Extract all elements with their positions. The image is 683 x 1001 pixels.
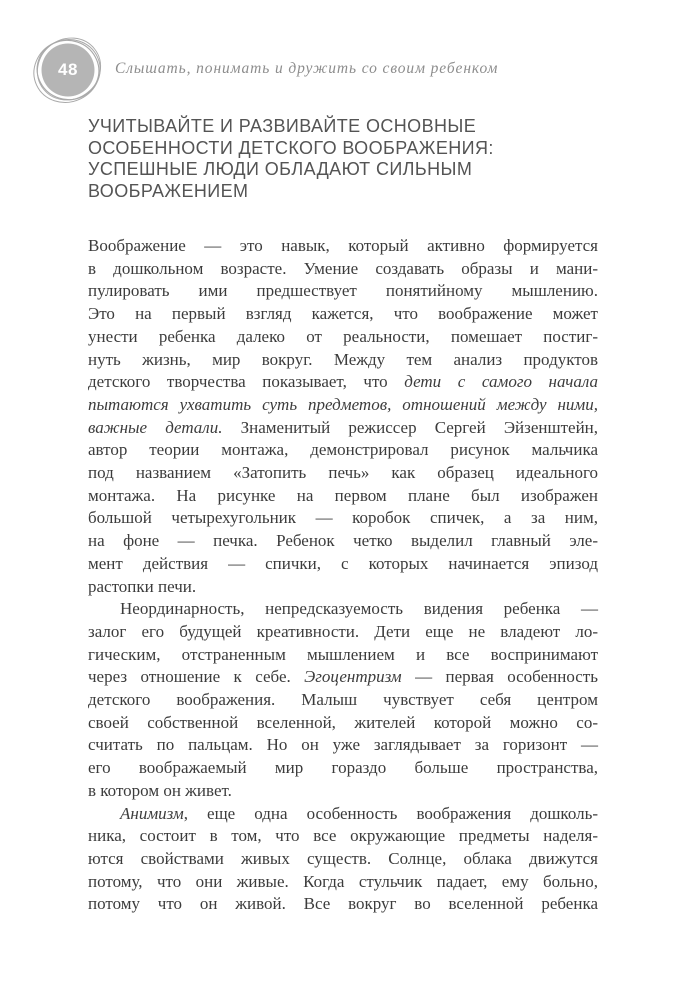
text-line [88, 780, 598, 803]
text-segment: ника, состоит в том, что все окружающие предметы наделя- [88, 826, 598, 846]
page-number: 48 [58, 60, 78, 79]
text-line [88, 621, 598, 644]
running-title: Слышать, понимать и дружить со своим ребенком [115, 60, 499, 77]
text-segment: Это на первый взгляд кажется, что воображение может [88, 304, 598, 324]
text-segment: залог его будущей креативности. Дети еще не владеют ло- [88, 621, 598, 641]
text-segment: пулировать ими предшествует понятийному мышлению. [88, 281, 598, 301]
text-line [88, 303, 598, 326]
text-line [88, 417, 598, 440]
text-line [88, 553, 598, 576]
text-segment: своей собственной вселенной, жителей которой можно со- [88, 712, 598, 732]
text-segment: потому что он живой. Все вокруг во вселенной ребенка [88, 894, 598, 914]
text-line [88, 394, 598, 417]
paragraph [88, 803, 598, 917]
text-segment: большой четырехугольник — коробок спичек, а за ним, [88, 508, 598, 528]
text-line [88, 871, 598, 894]
heading-line: ВООБРАЖЕНИЕМ [88, 180, 249, 201]
text-segment: детского творчества показывает, что [88, 372, 405, 392]
text-segment: Воображение — это навык, который активно формируется [88, 236, 598, 255]
text-line [88, 258, 598, 281]
text-segment: Знаменитый режиссер Сергей Эйзенштейн, [222, 417, 599, 437]
page-number-badge [28, 30, 108, 110]
text-line [88, 326, 598, 349]
text-segment: — первая особенность [401, 667, 598, 687]
paragraph [88, 598, 598, 802]
heading-line: УЧИТЫВАЙТЕ И РАЗВИВАЙТЕ ОСНОВНЫЕ [88, 116, 477, 136]
text-line [88, 712, 598, 735]
text-line [88, 485, 598, 508]
italic-segment: Анимизм [120, 803, 184, 823]
text-segment: мент действия — спички, с которых начинается эпизод [88, 553, 598, 573]
text-segment: нуть жизнь, мир вокруг. Между тем анализ продуктов [88, 349, 598, 369]
section-heading [88, 116, 613, 202]
text-segment: монтажа. На рисунке на первом плане был изображен [88, 485, 598, 505]
heading-line: ОСОБЕННОСТИ ДЕТСКОГО ВООБРАЖЕНИЯ: [88, 137, 494, 158]
text-segment: его воображаемый мир гораздо больше пространства, [88, 758, 598, 778]
text-segment: растопки печи. [88, 576, 197, 596]
text-segment: потому, что они живые. Когда стульчик падает, ему больно, [88, 871, 598, 891]
text-line [88, 825, 598, 848]
text-line [88, 371, 598, 394]
text-line [88, 507, 598, 530]
italic-segment: Эгоцентризм [304, 667, 402, 687]
paragraph [88, 235, 598, 598]
text-segment: унести ребенка далеко от реальности, помешает постиг- [88, 326, 598, 346]
heading-line: УСПЕШНЫЕ ЛЮДИ ОБЛАДАЮТ СИЛЬНЫМ [88, 159, 473, 179]
text-line [88, 803, 598, 826]
text-line [88, 893, 598, 916]
text-segment: детского воображения. Малыш чувствует себя центром [88, 690, 598, 710]
text-line [88, 598, 598, 621]
body-text [88, 235, 598, 916]
text-segment: ются свойствами живых существ. Солнце, облака движутся [88, 848, 598, 868]
text-segment: автор теории монтажа, демонстрировал рисунок мальчика [88, 440, 598, 460]
text-segment: в дошкольном возрасте. Умение создавать образы и мани- [88, 258, 598, 278]
italic-segment: пытаются ухватить суть предметов, отношений между ними, [88, 394, 598, 414]
text-line [88, 462, 598, 485]
text-segment: в котором он живет. [88, 780, 232, 800]
italic-segment: дети с самого начала [404, 372, 598, 392]
text-line [88, 439, 598, 462]
text-line [88, 666, 598, 689]
text-segment: через отношение к себе. [88, 667, 305, 687]
text-line [88, 280, 598, 303]
text-line [88, 848, 598, 871]
text-segment: Неординарность, непредсказуемость видения ребенка — [120, 599, 598, 619]
text-line [88, 734, 598, 757]
text-line [88, 576, 598, 599]
text-segment: , еще одна особенность воображения дошколь- [183, 803, 598, 823]
text-line [88, 349, 598, 372]
italic-segment: важные детали. [88, 417, 223, 437]
text-line [88, 644, 598, 667]
text-segment: считать по пальцам. Но он уже заглядывает за горизонт — [88, 735, 598, 755]
text-line [88, 235, 598, 258]
text-segment: на фоне — печка. Ребенок четко выделил главный эле- [88, 531, 598, 551]
text-segment: под названием «Затопить печь» как образец идеального [88, 463, 598, 483]
text-line [88, 530, 598, 553]
text-line [88, 757, 598, 780]
text-segment: гическим, отстраненным мышлением и все воспринимают [88, 644, 598, 664]
text-line [88, 689, 598, 712]
